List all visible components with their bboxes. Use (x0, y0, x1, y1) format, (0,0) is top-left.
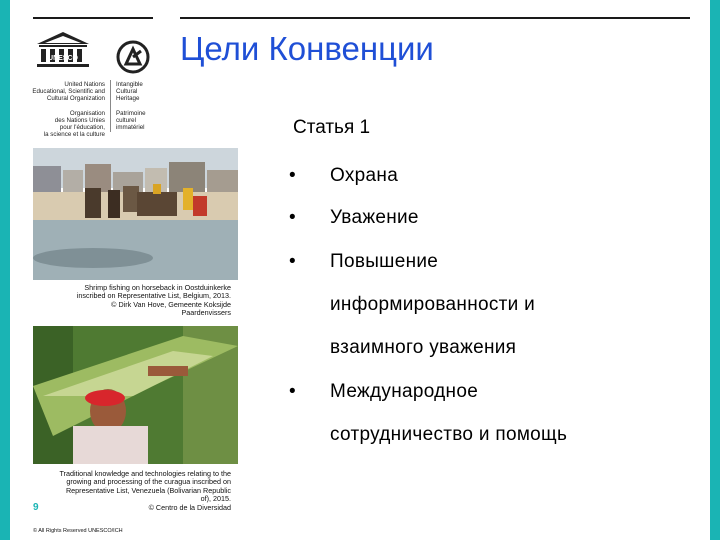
right-frame-border (710, 0, 720, 540)
top-rule-right (180, 17, 690, 19)
svg-text:UNESCO: UNESCO (48, 55, 78, 62)
top-rule-left (33, 17, 153, 19)
bullet-text: Международное (330, 381, 479, 402)
left-frame-border (0, 0, 10, 540)
bullet-text: Охрана (330, 165, 399, 186)
unesco-org-name: United Nations Educational, Scientific and Cultural Organization Organisation des Nations Unies pour l'éducation, la science et la culture (32, 81, 105, 139)
caption-line: Paardenvissers (181, 308, 231, 318)
slide-title: Цели Конвенции (180, 30, 434, 67)
bullet-marker: • (289, 165, 296, 186)
bullet-text: Повышение (330, 251, 439, 272)
caption-line: Shrimp fishing on horseback in Oostduinkerke (84, 283, 231, 292)
bullet-text: сотрудничество и помощь (330, 424, 568, 445)
bullet-text: взаимного уважения (330, 337, 517, 358)
copyright-footer: © All Rights Reserved UNESCO/ICH (33, 528, 123, 534)
photo-curagua (33, 326, 238, 464)
ich-name: Intangible Cultural Heritage Patrimoine culturel immatériel (116, 81, 146, 132)
photo-caption-1 (33, 284, 231, 318)
photo-shrimp-fishing (33, 148, 238, 280)
caption-line: © Dirk Van Hove, Gemeente Koksijde (111, 299, 231, 309)
unesco-temple-icon (33, 30, 93, 70)
caption-line: of), 2015. (200, 494, 231, 504)
caption-line: growing and processing of the curagua inscribed on (66, 477, 231, 487)
ich-emblem-icon (116, 40, 150, 74)
photo-caption-2 (33, 470, 231, 512)
bullet-text: информированности и (330, 294, 536, 315)
caption-line: Representative List, Venezuela (Bolivarian Republic (65, 485, 231, 495)
bullet-marker: • (289, 251, 296, 272)
page-number: 9 (33, 502, 39, 513)
unesco-ich-logo (30, 30, 155, 139)
caption-line: Traditional knowledge and technologies relating to the (59, 469, 231, 478)
article-heading: Статья 1 (293, 117, 371, 138)
caption-line: inscribed on Representative List, Belgium, 2013. (76, 291, 231, 301)
bullet-text: Уважение (330, 207, 419, 228)
bullet-marker: • (289, 381, 296, 402)
logo-divider (110, 80, 111, 132)
caption-line: © Centro de la Diversidad (148, 502, 231, 512)
bullet-marker: • (289, 207, 296, 228)
